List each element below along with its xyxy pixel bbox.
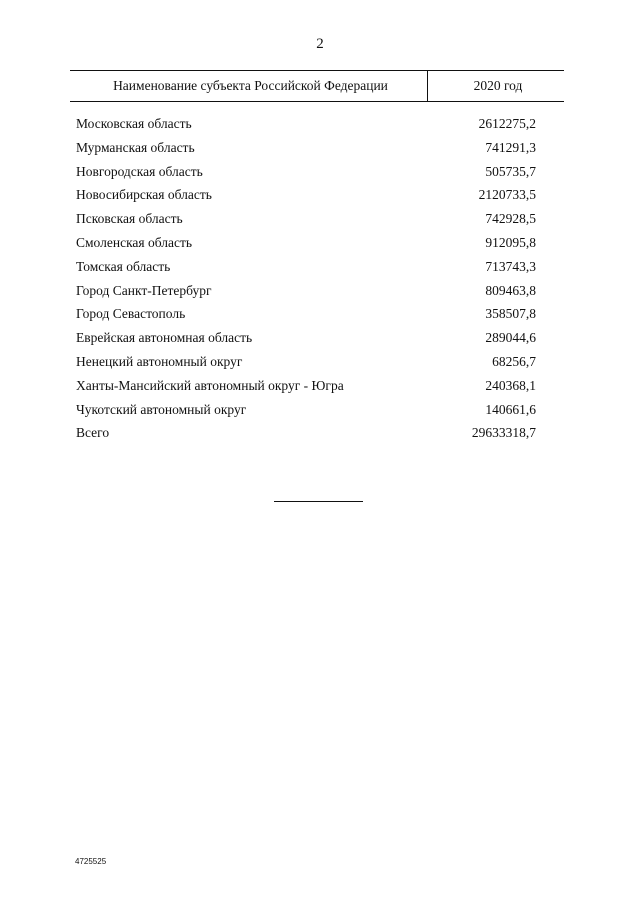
row-value: 912095,8 — [485, 234, 536, 250]
table-row — [76, 283, 536, 307]
row-value: 809463,8 — [485, 282, 536, 298]
table-row — [76, 235, 536, 259]
row-subject: Город Санкт-Петербург — [76, 282, 212, 298]
row-subject: Чукотский автономный округ — [76, 401, 247, 417]
table-row — [76, 330, 536, 354]
row-subject: Новосибирская область — [76, 187, 212, 203]
table-row — [76, 116, 536, 140]
row-subject: Смоленская область — [76, 234, 193, 250]
table-body — [76, 116, 536, 449]
row-value: 741291,3 — [485, 139, 536, 155]
table-row — [76, 164, 536, 188]
row-subject: Московская область — [76, 116, 192, 131]
row-value: 742928,5 — [485, 211, 536, 227]
row-value: 358507,8 — [485, 306, 536, 322]
table-row — [76, 211, 536, 235]
row-value: 140661,6 — [485, 401, 536, 417]
row-subject: Новгородская область — [76, 163, 203, 179]
table-row-total — [76, 425, 536, 449]
table-row — [76, 378, 536, 402]
row-subject: Всего — [76, 425, 110, 441]
table-row — [76, 354, 536, 378]
row-subject: Ненецкий автономный округ — [76, 353, 243, 369]
row-subject: Псковская область — [76, 211, 183, 227]
document-code: 4725525 — [75, 857, 107, 866]
row-subject: Город Севастополь — [76, 306, 186, 322]
page-number: 2 — [316, 36, 324, 52]
table-row — [76, 259, 536, 283]
table-row — [76, 402, 536, 426]
row-value: 240368,1 — [485, 377, 536, 393]
row-subject: Еврейская автономная область — [76, 330, 253, 346]
column-header-subject: Наименование субъекта Российской Федерации — [70, 71, 428, 101]
row-subject: Мурманская область — [76, 139, 195, 155]
table-row — [76, 187, 536, 211]
row-subject: Томская область — [76, 258, 171, 274]
closing-rule — [274, 501, 363, 502]
row-value: 713743,3 — [485, 258, 536, 274]
row-value: 29633318,7 — [471, 425, 536, 441]
row-value: 289044,6 — [485, 330, 536, 346]
table-header — [70, 70, 564, 102]
row-value: 2120733,5 — [478, 187, 536, 203]
row-value: 505735,7 — [485, 163, 536, 179]
row-value: 68256,7 — [492, 353, 536, 369]
row-subject: Ханты-Мансийский автономный округ - Югра — [76, 377, 344, 393]
row-value: 2612275,2 — [478, 116, 536, 131]
table-row — [76, 140, 536, 164]
table-row — [76, 306, 536, 330]
column-header-year: 2020 год — [473, 78, 523, 93]
